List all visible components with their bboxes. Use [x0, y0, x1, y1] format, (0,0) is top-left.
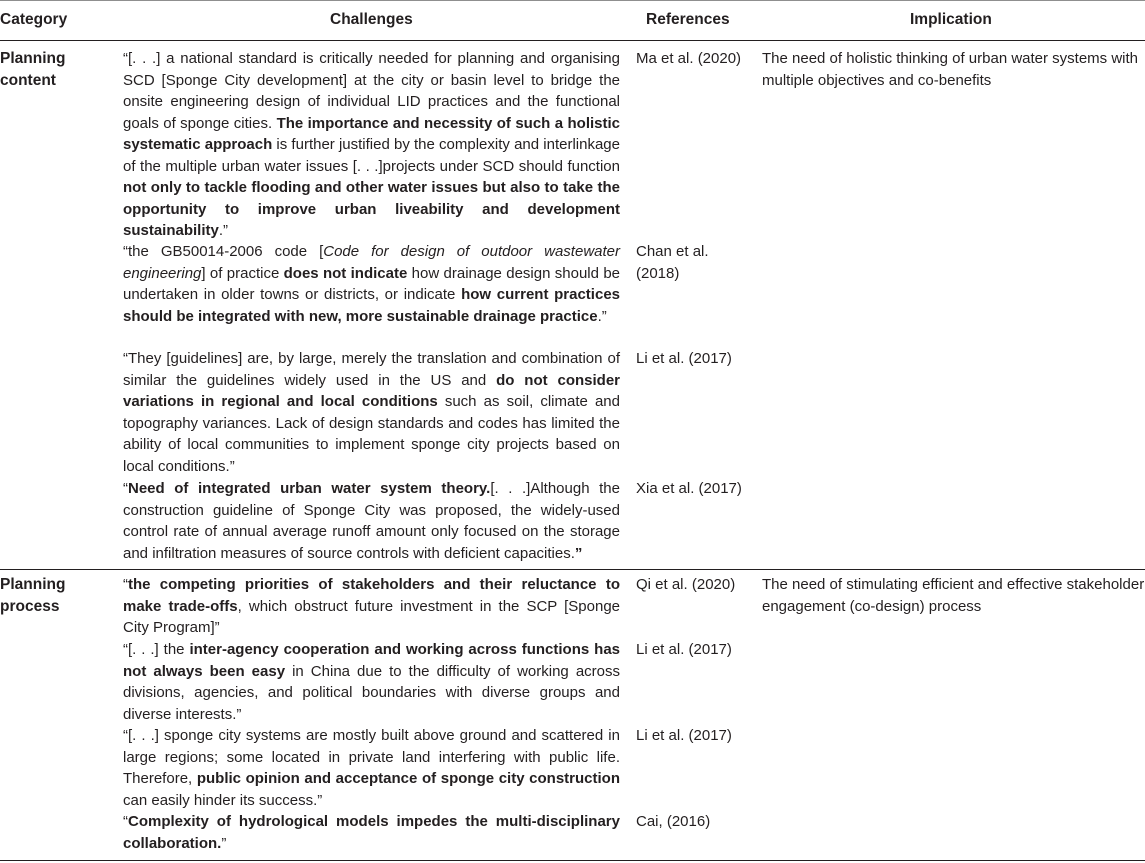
quote-text: ” [221, 834, 227, 852]
quote-text: “ [123, 480, 128, 497]
quote-text: “ [123, 813, 128, 830]
emphasis-text: Complexity of hydrological models impedes the multi-disciplinary collaboration. [123, 813, 620, 852]
header-references: References [646, 11, 730, 28]
quote-text: is further justified by the complexity and interlinkage of the multiple urban water issues [. . .]projects under SCD should function [123, 136, 620, 175]
emphasis-text: Need of integrated urban water system theory. [128, 480, 491, 497]
header-challenges: Challenges [330, 11, 413, 28]
quote-text: in China due to the difficulty of working across divisions, agencies, and political boundaries with diverse groups and diverse interests.” [123, 662, 620, 723]
category-planning-content [0, 48, 65, 92]
quote-text: , which obstruct future investment in the SCP [Sponge City Program]” [123, 597, 621, 636]
category-planning-process [0, 574, 65, 618]
reference: Cai, (2016) [636, 813, 711, 830]
challenge-quote [123, 241, 620, 327]
emphasis-text: inter-agency cooperation and working across functions has not always been easy [123, 641, 621, 680]
quote-text: .” [597, 307, 607, 325]
category-line: content [0, 72, 56, 89]
reference: Chan et al. (2018) [636, 243, 709, 282]
emphasis-text: the competing priorities of stakeholders and their reluctance to make trade-offs [123, 576, 620, 615]
emphasis-text: ” [574, 544, 583, 562]
quote-text: such as soil, climate and topography variances. Lack of design standards and codes has limited the ability of local communities to implement sponge city projects based on local conditions.” [123, 393, 620, 475]
quote-text: “ [123, 576, 128, 593]
challenge-quote [123, 348, 620, 477]
challenge-quote [123, 639, 620, 725]
emphasis-text: does not indicate [283, 264, 408, 282]
quote-text: [. . .]Although the construction guideline of Sponge City was proposed, the widely-used control rate of annual average runoff amount only focused on the storage and infiltration measures of source controls with deficient capacities. [123, 480, 620, 562]
challenge-quote [123, 725, 620, 811]
emphasis-text: public opinion and acceptance of sponge city construction [196, 770, 621, 787]
implication-planning-content: The need of holistic thinking of urban water systems with multiple objectives and co-benefits [762, 50, 1139, 89]
category-line: Planning [0, 50, 66, 67]
challenge-quote [123, 811, 620, 854]
reference: Li et al. (2017) [636, 727, 732, 744]
reference: Li et al. (2017) [636, 350, 732, 367]
challenge-quote [123, 478, 620, 564]
implication-planning-process: The need of stimulating efficient and effective stakeholder engagement (co-design) process [762, 576, 1145, 615]
category-line: Planning [0, 576, 66, 593]
section-rule [0, 569, 1145, 570]
emphasis-text: do not consider variations in regional and local conditions [123, 371, 621, 410]
quote-text: can easily hinder its success.” [123, 791, 323, 809]
emphasis-text: how current practices should be integrated with new, more sustainable drainage practice [123, 286, 620, 325]
header-category: Category [0, 11, 68, 28]
reference: Xia et al. (2017) [636, 480, 742, 497]
quote-text: ] of practice [201, 264, 284, 282]
challenge-quote [123, 48, 620, 242]
reference: Li et al. (2017) [636, 641, 732, 658]
quote-text: “[. . .] a national standard is critically needed for planning and organising SCD [Sponge City development] at the city or basin level to bridge the onsite engineering design of individual LID practices and the functional goals of sponge cities. [123, 50, 620, 132]
header-rule [0, 40, 1145, 41]
quote-text: “They [guidelines] are, by large, merely the translation and combination of similar the guidelines widely used in the US and [123, 350, 620, 389]
reference: Ma et al. (2020) [636, 50, 742, 67]
quote-text: “the GB50014-2006 code [ [123, 243, 324, 260]
header-implication: Implication [910, 11, 992, 28]
reference: Qi et al. (2020) [636, 576, 736, 593]
quote-text: “[. . .] sponge city systems are mostly built above ground and scattered in large regions; some located in private land interfering with public life. Therefore, [123, 727, 620, 787]
quote-text: .” [218, 222, 229, 239]
emphasis-text: not only to tackle flooding and other water issues but also to take the opportunity to improve urban liveability and development sustainability [123, 179, 620, 239]
challenge-quote [123, 574, 620, 639]
category-line: process [0, 598, 60, 615]
quote-text: “[. . .] the [123, 641, 190, 658]
bottom-rule [0, 860, 1145, 861]
quote-text: how drainage design should be undertaken in older towns or districts, or indicate [123, 264, 621, 303]
emphasis-text: The importance and necessity of such a holistic systematic approach [123, 114, 620, 153]
italic-text: Code for design of outdoor wastewater engineering [123, 243, 620, 282]
